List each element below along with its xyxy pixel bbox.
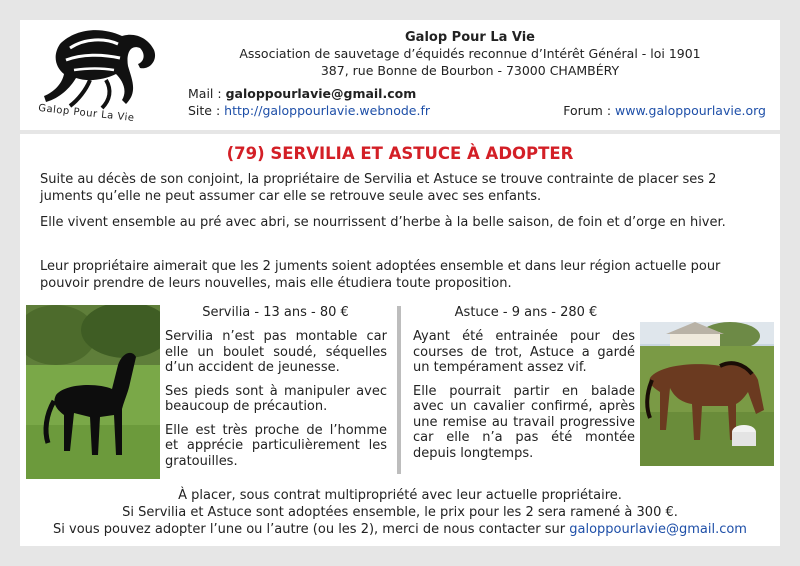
forum-label: Forum : (563, 103, 612, 118)
servilia-photo (26, 305, 160, 479)
intro-paragraph: Suite au décès de son conjoint, la propriétaire de Servilia et Astuce se trouve contrainte de placer ses 2 juments qu’elle ne peut assumer car elle se retrouve seule avec ses enfants. (40, 172, 717, 204)
page-title: (79) SERVILIA ET ASTUCE À ADOPTER (226, 144, 574, 163)
servilia-description (165, 329, 387, 477)
mail-line (188, 86, 416, 101)
main-card (20, 134, 780, 546)
forum-link[interactable]: www.galoppourlavie.org (615, 103, 766, 118)
horse-logo-icon (30, 24, 170, 124)
association-address: 387, rue Bonne de Bourbon - 73000 CHAMBÉRY (320, 63, 620, 78)
mail-value[interactable]: galoppourlavie@gmail.com (225, 86, 417, 101)
site-link[interactable]: http://galoppourlavie.webnode.fr (224, 103, 430, 118)
astuce-text-1: Ayant été entrainée pour des courses de trot, Astuce a gardé un tempérament assez vif. (413, 329, 635, 375)
footer-contact-text: Si vous pouvez adopter l’une ou l’autre (ou les 2), merci de nous contacter sur (53, 522, 566, 537)
living-paragraph: Elle vivent ensemble au pré avec abri, se nourrissent d’herbe à la belle saison, de foin et d’orge en hiver. (40, 215, 726, 230)
astuce-description (413, 329, 635, 469)
owner-wish-paragraph: Leur propriétaire aimerait que les 2 juments soient adoptées ensemble et dans leur région actuelle pour pouvoir prendre de leurs nouvelles, mais elle étudiera toute proposition. (40, 259, 721, 291)
association-name: Galop Pour La Vie (405, 30, 535, 45)
forum-line (563, 103, 766, 118)
footer-line-1: À placer, sous contrat multipropriété avec leur actuelle propriétaire. (178, 488, 622, 503)
column-divider (397, 306, 401, 474)
header-card (20, 20, 780, 130)
site-line (188, 103, 430, 118)
site-label: Site : (188, 103, 221, 118)
association-description: Association de sauvetage d’équidés reconnue d’Intérêt Général - loi 1901 (239, 46, 701, 61)
servilia-text-1: Servilia n’est pas montable car elle un boulet soudé, séquelles d’un accident de jeunesse. (165, 329, 387, 375)
logo-text: Galop Pour La Vie (37, 102, 135, 125)
servilia-heading: Servilia - 13 ans - 80 € (202, 305, 349, 320)
mail-label: Mail : (188, 86, 222, 101)
footer-line-2: Si Servilia et Astuce sont adoptées ensemble, le prix pour les 2 sera ramené à 300 €. (122, 505, 678, 520)
footer-email-link[interactable]: galoppourlavie@gmail.com (569, 522, 747, 537)
astuce-text-2: Elle pourrait partir en balade avec un cavalier confirmé, après une remise au travail progressive car elle n’a pas été montée depuis longtemps. (413, 383, 635, 461)
footer-line-3 (20, 521, 780, 538)
servilia-text-3: Elle est très proche de l’homme et apprécie particulièrement les gratouilles. (165, 422, 387, 469)
astuce-photo (640, 322, 774, 466)
servilia-text-2: Ses pieds sont à manipuler avec beaucoup de précaution. (165, 383, 387, 414)
astuce-heading: Astuce - 9 ans - 280 € (454, 305, 598, 320)
